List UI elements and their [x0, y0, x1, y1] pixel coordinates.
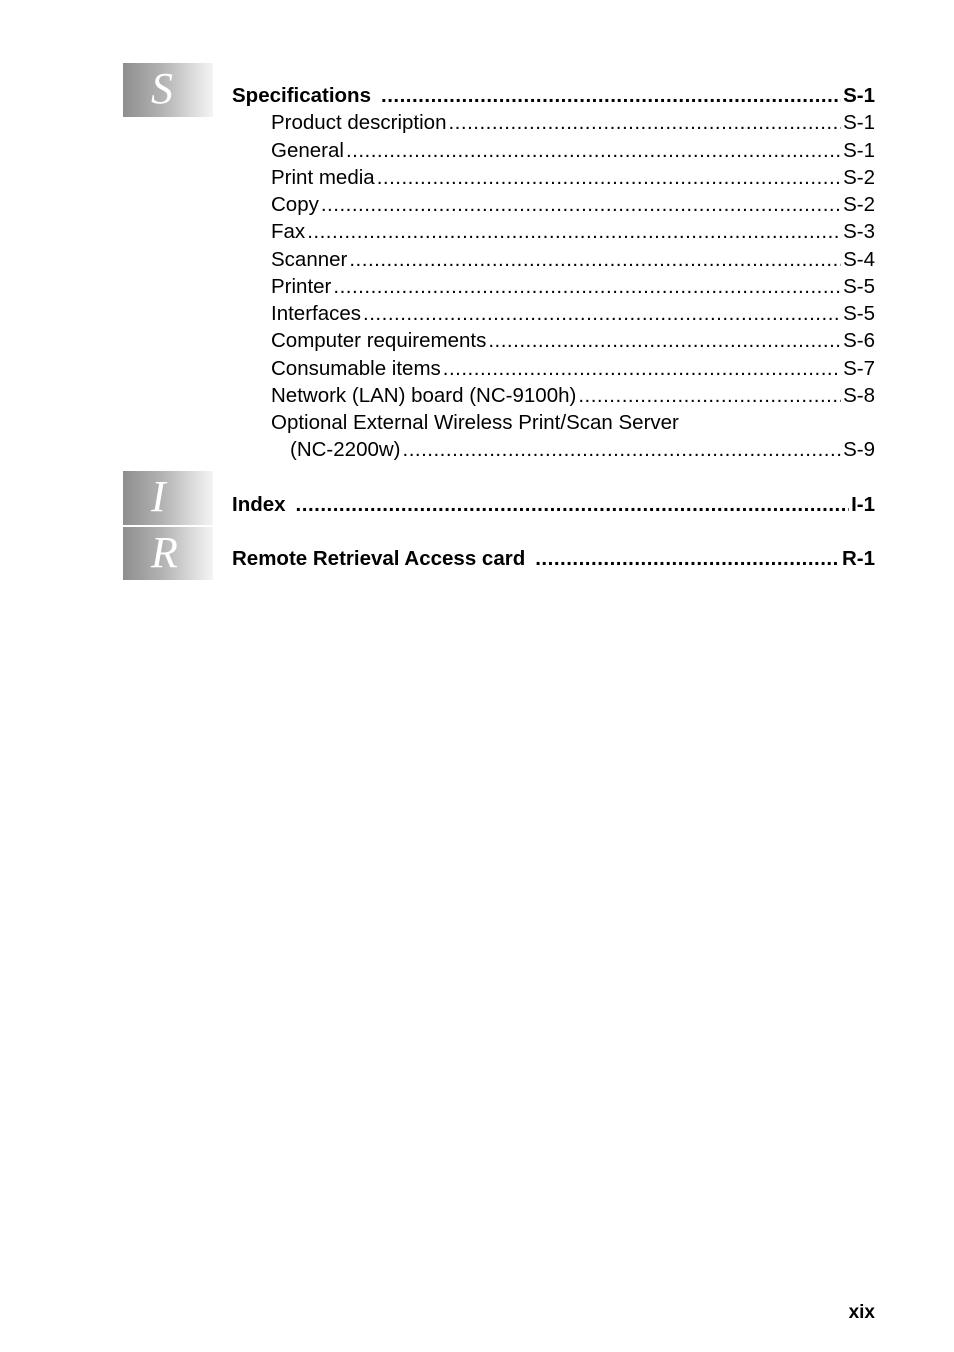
toc-label: Interfaces [271, 302, 362, 325]
toc-label: Remote Retrieval Access card [232, 547, 526, 570]
dot-leader [448, 111, 841, 135]
dot-leader [443, 357, 841, 381]
toc-label: (NC-2200w) [290, 438, 401, 461]
toc-page: R-1 [841, 547, 875, 570]
toc-subentry[interactable] [271, 220, 875, 244]
toc-entry-index[interactable] [232, 493, 875, 517]
toc-entry-specifications[interactable] [232, 84, 875, 108]
toc-page: S-2 [843, 193, 875, 216]
tab-letter-r: R [151, 527, 178, 577]
toc-page: S-9 [843, 438, 875, 461]
dot-leader [346, 139, 841, 163]
toc-label: Fax [271, 220, 306, 243]
section-tab-i [123, 471, 213, 525]
toc-label: Printer [271, 275, 332, 298]
dot-leader [488, 329, 841, 353]
section-tab-r [123, 527, 213, 580]
toc-subentry[interactable] [271, 329, 875, 353]
toc-subentry[interactable] [271, 384, 875, 408]
dot-leader [296, 493, 850, 517]
toc-subentry[interactable] [271, 111, 875, 135]
dot-leader [349, 248, 841, 272]
toc-page: S-5 [843, 275, 875, 298]
dot-leader [377, 166, 841, 190]
toc-label: Consumable items [271, 357, 441, 380]
toc-label: Computer requirements [271, 329, 487, 352]
dot-leader [307, 220, 841, 244]
toc-label: Print media [271, 166, 375, 189]
dot-leader [381, 84, 841, 108]
toc-subentry[interactable] [271, 302, 875, 326]
dot-leader [535, 547, 840, 571]
toc-label: Product description [271, 111, 447, 134]
tab-letter-i: I [151, 472, 166, 522]
toc-subentry[interactable] [271, 166, 875, 190]
toc-page: S-1 [843, 111, 875, 134]
section-tab-s [123, 63, 213, 117]
toc-label: Network (LAN) board (NC-9100h) [271, 384, 577, 407]
toc-subentry[interactable] [271, 275, 875, 299]
toc-page: S-1 [843, 84, 875, 107]
toc-entry-remote-retrieval[interactable] [232, 547, 875, 571]
toc-subentry[interactable] [271, 139, 875, 163]
toc-label: Specifications [232, 84, 371, 107]
toc-label: Scanner [271, 248, 348, 271]
toc-label: General [271, 139, 344, 162]
toc-page: S-1 [843, 139, 875, 162]
dot-leader [363, 302, 841, 326]
dot-leader [321, 193, 841, 217]
page-number: xix [848, 1302, 875, 1323]
dot-leader [578, 384, 841, 408]
toc-subentry[interactable] [271, 248, 875, 272]
toc-subentry-wireless[interactable] [290, 438, 875, 462]
toc-label: Index [232, 493, 286, 516]
dot-leader [333, 275, 841, 299]
dot-leader [403, 438, 842, 462]
tab-letter-s: S [151, 64, 173, 114]
toc-page: I-1 [851, 493, 875, 516]
toc-subentry[interactable] [271, 193, 875, 217]
toc-page: S-5 [843, 302, 875, 325]
toc-label: Copy [271, 193, 319, 216]
toc-page: S-4 [843, 248, 875, 271]
toc-page: S-8 [843, 384, 875, 407]
toc-page: S-7 [843, 357, 875, 380]
toc-page: S-2 [843, 166, 875, 189]
toc-page: S-3 [843, 220, 875, 243]
toc-page: S-6 [843, 329, 875, 352]
toc-subentry[interactable] [271, 357, 875, 381]
toc-subentry-wireless-line1[interactable]: Optional External Wireless Print/Scan Server [271, 411, 679, 434]
